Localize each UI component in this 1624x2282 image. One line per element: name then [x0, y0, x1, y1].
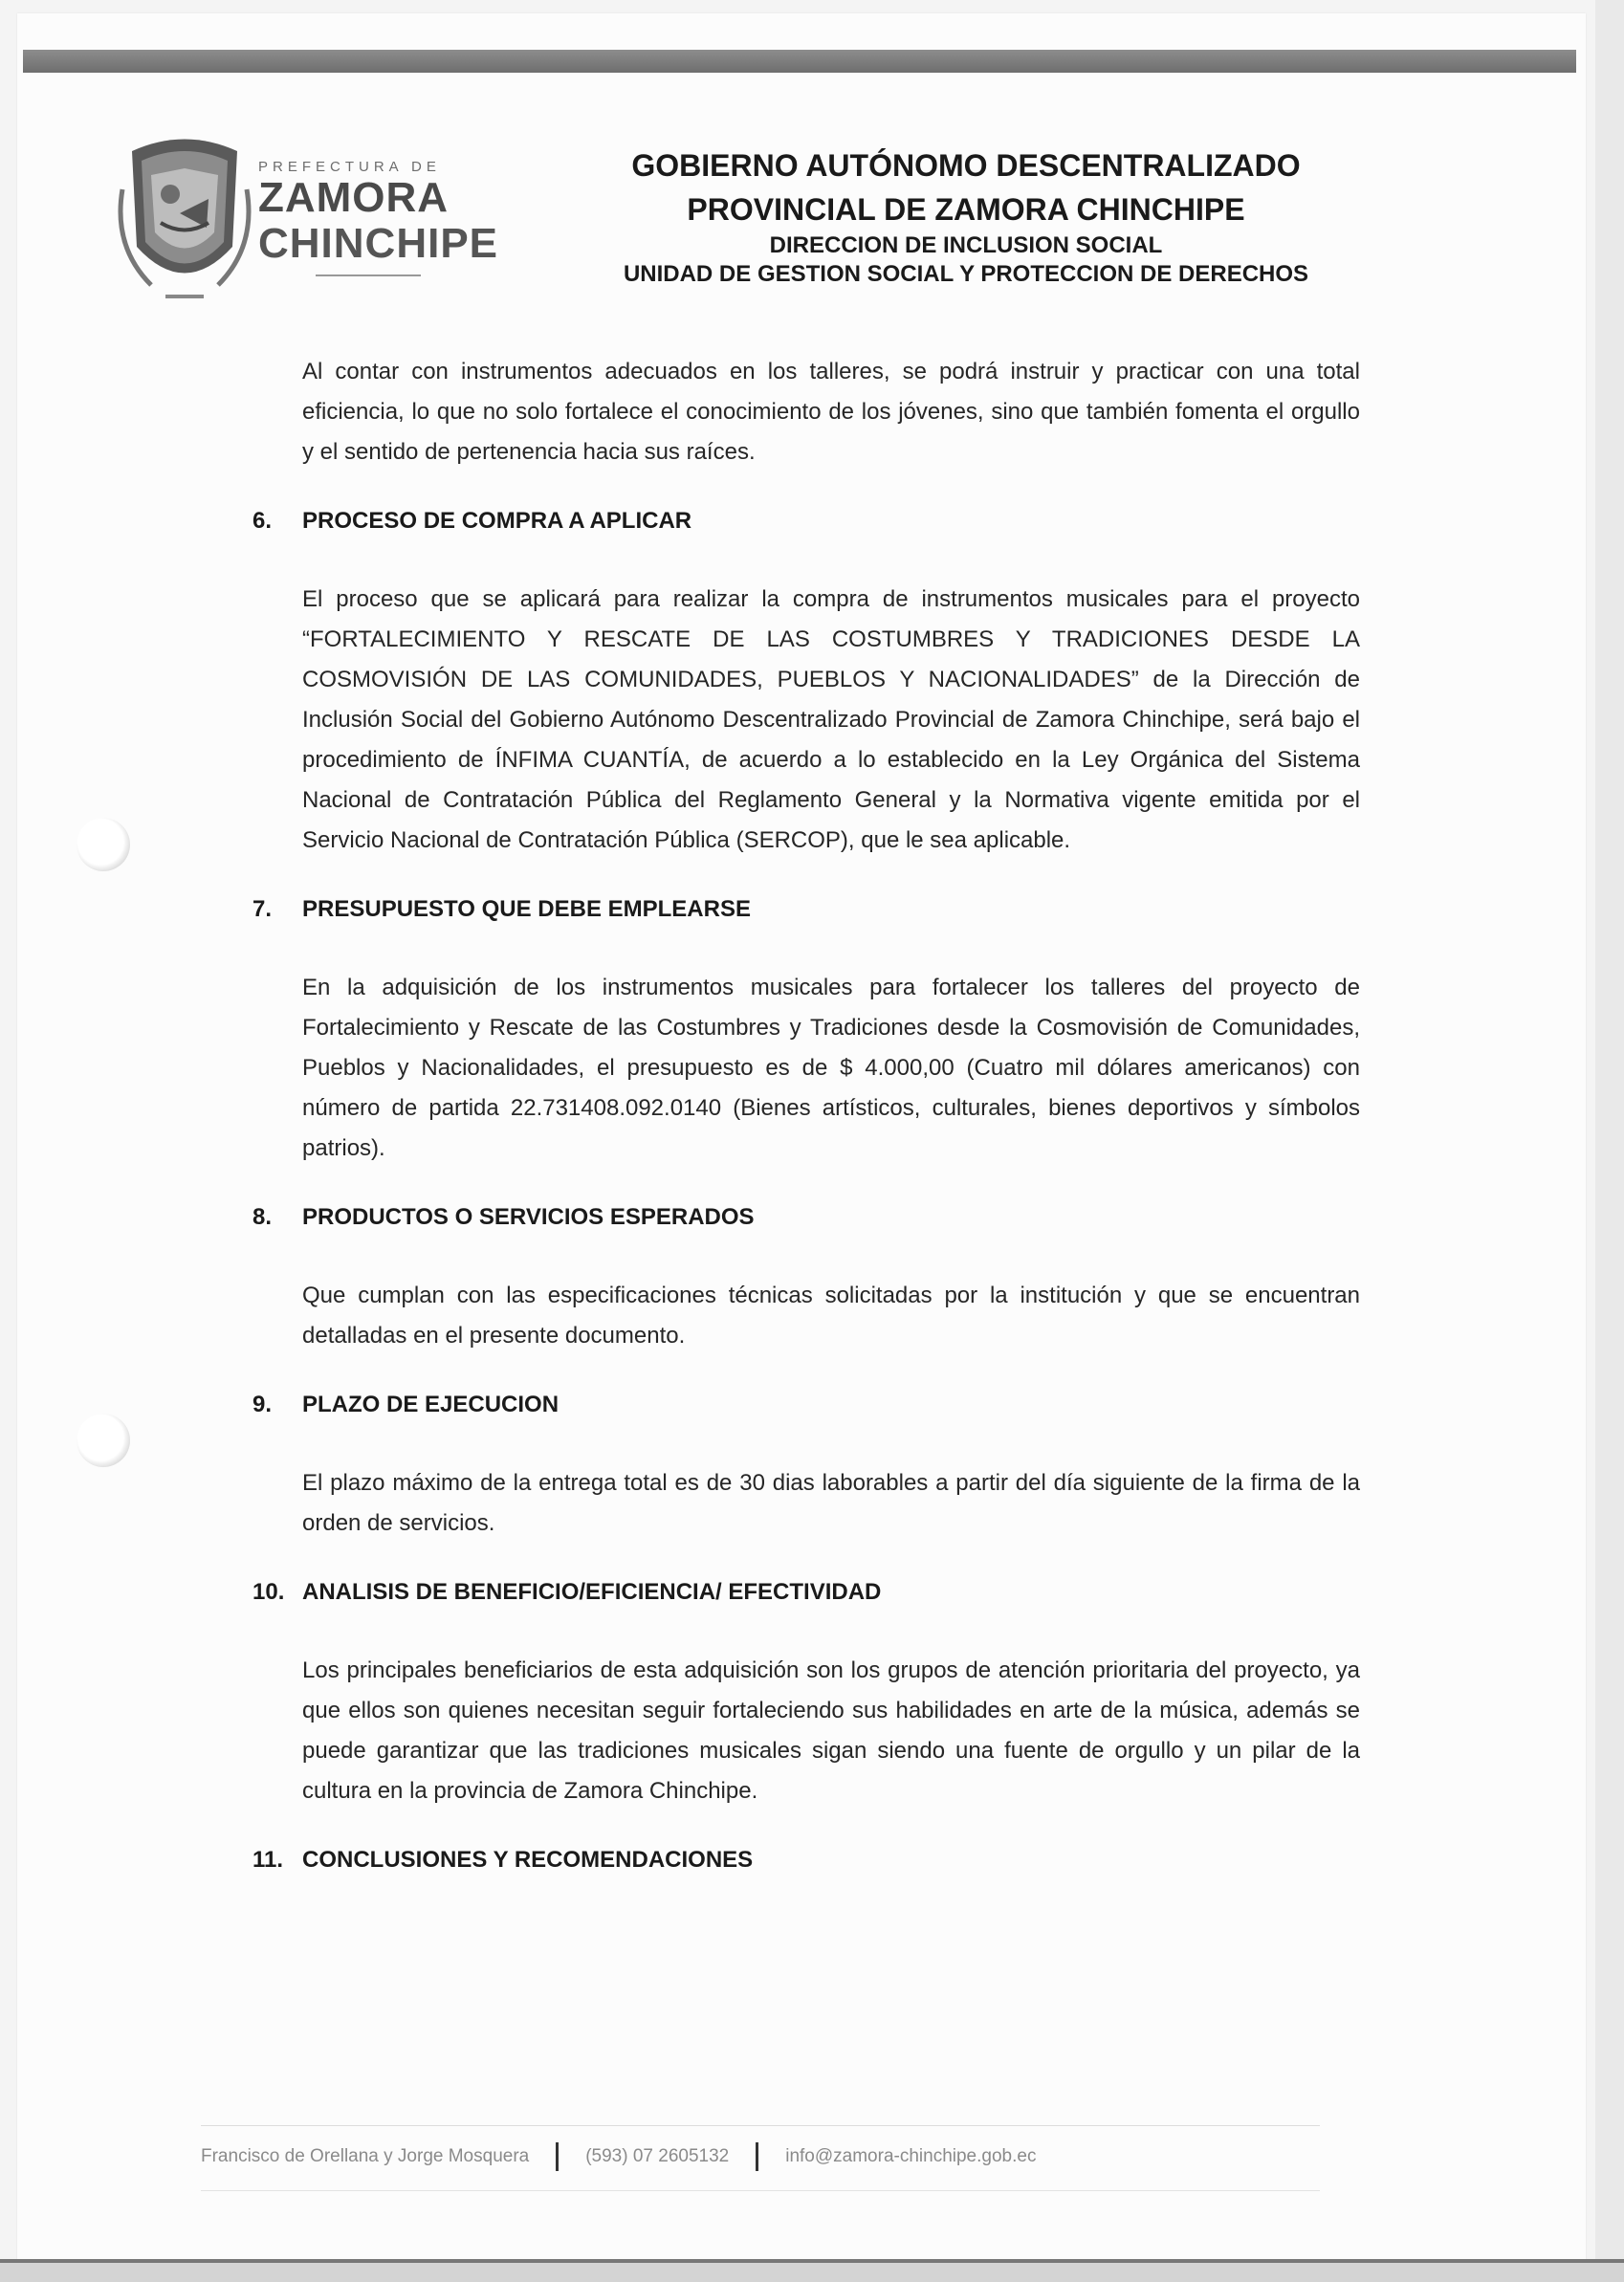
logo-zamora: ZAMORA: [258, 174, 450, 221]
section-heading: [252, 501, 1360, 541]
logo-wordmark: [258, 159, 498, 276]
document-header: [536, 143, 1396, 289]
footer-rule-bottom: [201, 2190, 1320, 2191]
section-title: PRESUPUESTO QUE DEBE EMPLEARSE: [302, 896, 751, 922]
footer-separator: [756, 2142, 758, 2171]
section-paragraph: En la adquisición de los instrumentos musicales para fortalecer los talleres del proyecto de Fortalecimiento y Rescate de las Costumbres y Tradiciones desde la Cosmovisión de Comunidades, Pueblos y Nacionalidades, el presupuesto es de $ 4.000,00 (Cuatro mil dólares americanos) con número de partida 22.731408.092.0140 (Bienes artísticos, culturales, bienes deportivos y símbolos patrios).: [302, 975, 1360, 1161]
section-title: CONCLUSIONES Y RECOMENDACIONES: [302, 1847, 754, 1873]
section-heading: [252, 1840, 1360, 1880]
punch-hole-top: [77, 818, 130, 871]
prefectura-crest-icon: [113, 132, 256, 314]
footer-address: Francisco de Orellana y Jorge Mosquera: [201, 2146, 530, 2166]
header-line-4: UNIDAD DE GESTION SOCIAL Y PROTECCION DE DERECHOS: [623, 261, 1309, 287]
section-number: 9.: [252, 1392, 273, 1417]
logo-underline: [316, 274, 421, 276]
scan-right-edge: [1595, 0, 1624, 2282]
section-heading: [252, 889, 1360, 930]
section-number: 11.: [252, 1847, 284, 1873]
header-line-2: PROVINCIAL DE ZAMORA CHINCHIPE: [687, 192, 1245, 227]
punch-hole-bottom: [77, 1414, 130, 1467]
section-paragraph: Que cumplan con las especificaciones técnicas solicitadas por la institución y que se encuentran detalladas en el presente documento.: [302, 1283, 1360, 1349]
section-10: [252, 1572, 1360, 1811]
section-6: [252, 501, 1360, 861]
section-number: 6.: [252, 508, 273, 534]
section-title: ANALISIS DE BENEFICIO/EFICIENCIA/ EFECTIVIDAD: [302, 1579, 882, 1605]
section-7: [252, 889, 1360, 1169]
section-title: PLAZO DE EJECUCION: [302, 1392, 560, 1417]
footer-rule-top: [201, 2125, 1320, 2126]
section-paragraph: Los principales beneficiarios de esta adquisición son los grupos de atención prioritaria del proyecto, ya que ellos son quienes necesitan seguir fortaleciendo sus habilidades en arte de la música, además se puede garantizar que las tradiciones musicales sigan siendo una fuente de orgullo y un pilar de la cultura en la provincia de Zamora Chinchipe.: [302, 1657, 1360, 1804]
section-number: 8.: [252, 1204, 273, 1230]
scan-bottom-line: [0, 2259, 1624, 2263]
section-number: 7.: [252, 896, 273, 922]
section-11: [252, 1840, 1360, 1880]
section-heading: [252, 1572, 1360, 1613]
header-line-1: GOBIERNO AUTÓNOMO DESCENTRALIZADO: [631, 148, 1301, 183]
intro-paragraph: Al contar con instrumentos adecuados en los talleres, se podrá instruir y practicar con una total eficiencia, lo que no solo fortalece el conocimiento de los jóvenes, sino que también fomenta el orgullo y el sentido de pertenencia hacia sus raíces.: [302, 359, 1360, 465]
section-heading: [252, 1385, 1360, 1425]
header-line-3: DIRECCION DE INCLUSION SOCIAL: [769, 232, 1163, 258]
section-paragraph: El proceso que se aplicará para realizar la compra de instrumentos musicales para el proyecto “FORTALECIMIENTO Y RESCATE DE LAS COSTUMBRES Y TRADICIONES DESDE LA COSMOVISIÓN DE LAS COMUNIDADES, PUEBLOS Y NACIONALIDADES” de la Dirección de Inclusión Social del Gobierno Autónomo Descentralizado Provincial de Zamora Chinchipe, será bajo el procedimiento de ÍNFIMA CUANTÍA, de acuerdo a lo establecido en la Ley Orgánica del Sistema Nacional de Contratación Pública del Reglamento General y la Normativa vigente emitida por el Servicio Nacional de Contratación Pública (SERCOP), que le sea aplicable.: [302, 586, 1360, 853]
footer-phone: (593) 07 2605132: [585, 2146, 730, 2166]
logo-chinchipe: CHINCHIPE: [258, 220, 499, 267]
scan-top-band: [23, 50, 1576, 73]
footer-email[interactable]: info@zamora-chinchipe.gob.ec: [785, 2146, 1037, 2166]
logo-small-text: PREFECTURA DE: [258, 159, 441, 175]
section-title: PRODUCTOS O SERVICIOS ESPERADOS: [302, 1204, 755, 1230]
section-title: PROCESO DE COMPRA A APLICAR: [302, 508, 692, 534]
section-heading: [252, 1197, 1360, 1238]
section-9: [252, 1385, 1360, 1544]
document-body: [252, 352, 1360, 1880]
section-8: [252, 1197, 1360, 1356]
document-footer: [201, 2142, 1320, 2171]
section-number: 10.: [252, 1579, 285, 1605]
footer-separator: [556, 2142, 559, 2171]
section-paragraph: El plazo máximo de la entrega total es de 30 dias laborables a partir del día siguiente de la firma de la orden de servicios.: [302, 1470, 1360, 1536]
